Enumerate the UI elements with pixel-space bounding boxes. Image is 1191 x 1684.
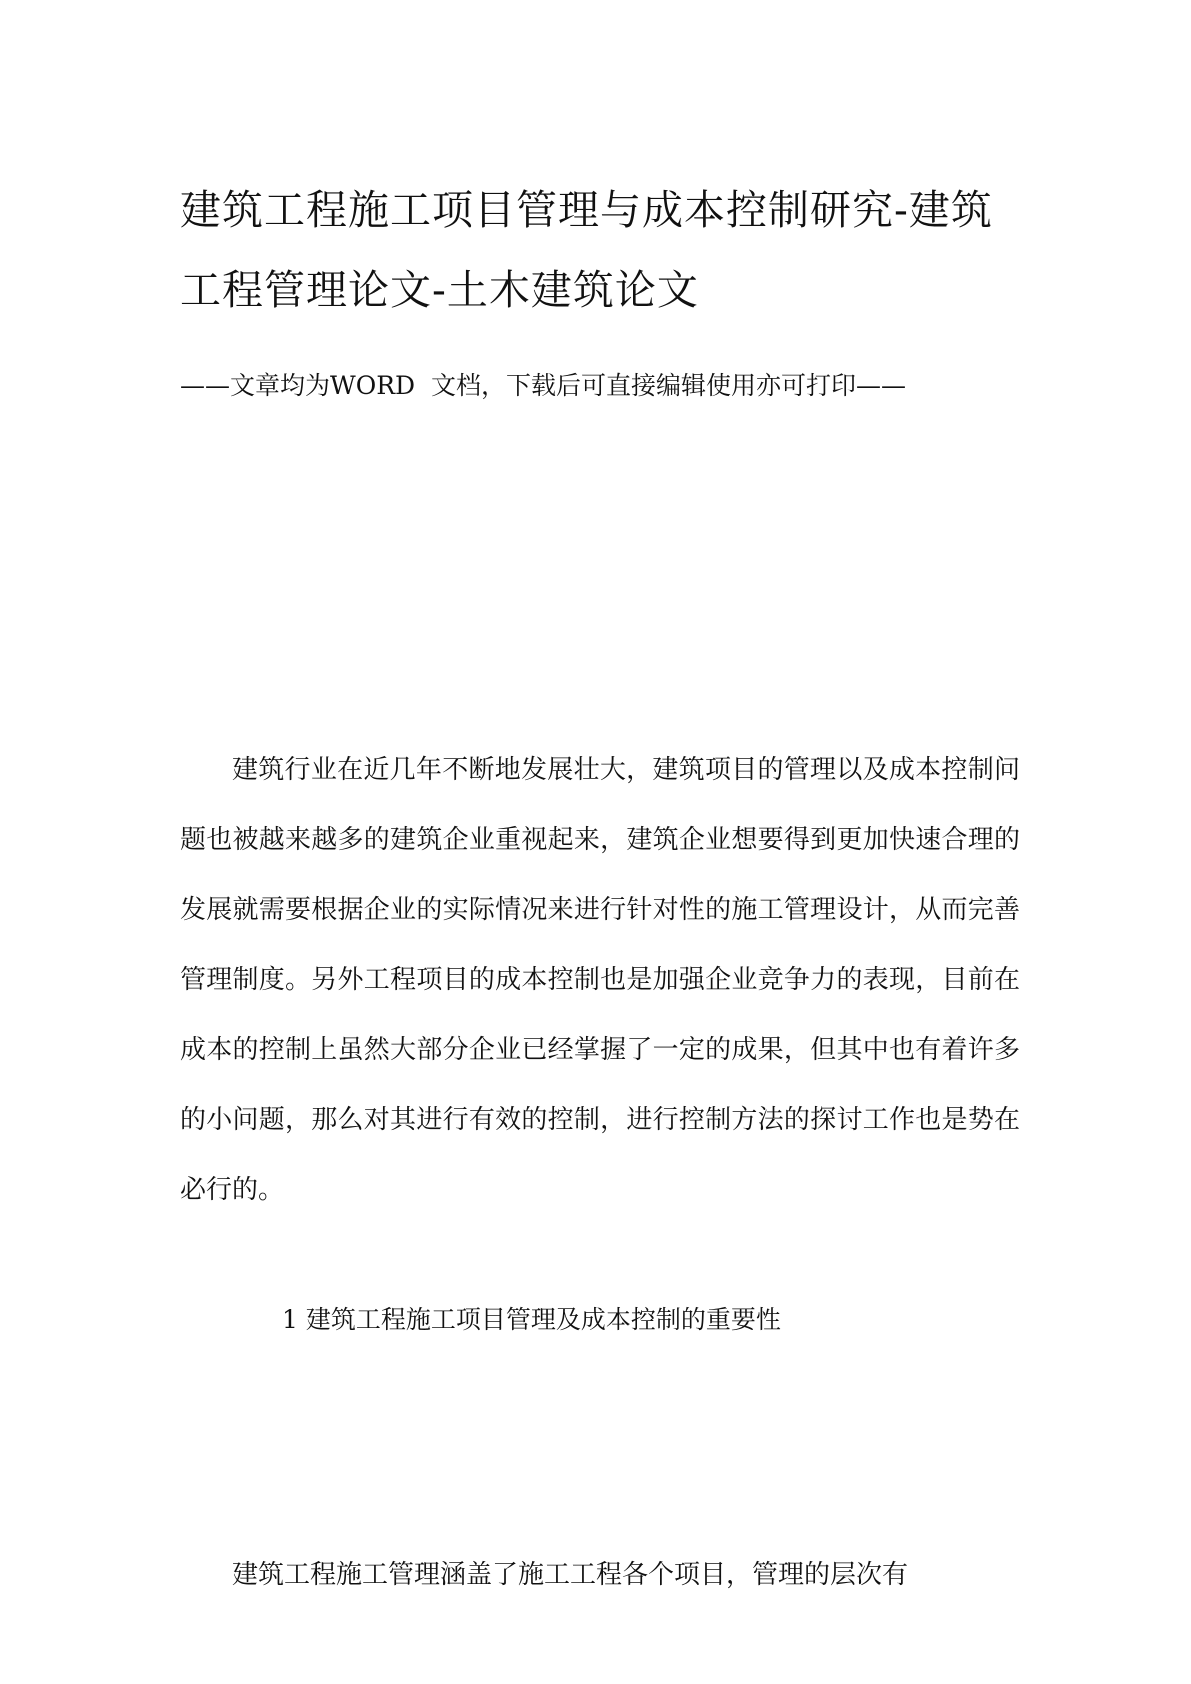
body-paragraph-intro: 建筑行业在近几年不断地发展壮大，建筑项目的管理以及成本控制问题也被越来越多的建筑企业重视起来，建筑企业想要得到更加快速合理的发展就需要根据企业的实际情况来进行针对性的施工管理设计，从而完善管理制度。另外工程项目的成本控制也是加强企业竞争力的表现，目前在成本的控制上虽然大部分企业已经掌握了一定的成果，但其中也有着许多的小问题，那么对其进行有效的控制，进行控制方法的探讨工作也是势在必行的。 xyxy=(180,755,1020,1205)
section-heading: 1 建筑工程施工项目管理及成本控制的重要性 xyxy=(282,1305,781,1334)
document-subtitle: ——文章均为WORD 文档，下载后可直接编辑使用亦可打印—— xyxy=(180,371,906,400)
body-paragraph-section-1: 建筑工程施工管理涵盖了施工工程各个项目，管理的层次有 xyxy=(232,1560,909,1590)
document-title: 建筑工程施工项目管理与成本控制研究-建筑工程管理论文-土木建筑论文 xyxy=(180,186,993,314)
